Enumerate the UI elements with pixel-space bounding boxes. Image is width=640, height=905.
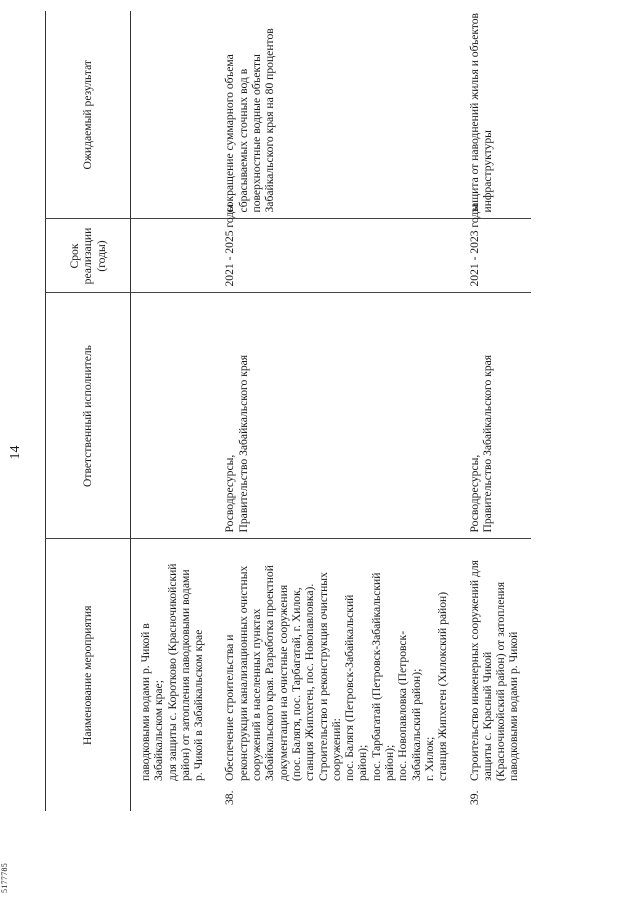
result-line: Забайкальского края на 80 процентов [263,28,277,213]
measure-name-line: реконструкции канализационных очистных [236,565,250,781]
header-term-line: (годы) [94,240,108,272]
cell-expected-result [460,11,531,219]
cell-measure-name [131,539,216,811]
table-row [460,11,531,811]
measure-name-line: сооружений в населенных пунктах [250,608,264,781]
result-line: поверхностные водные объекты [250,54,264,213]
measure-name-line: для защиты с. Коротково (Красночикойский [165,563,179,781]
cell-expected-result [131,11,216,219]
measure-name-line: защиты с. Красный Чикой [480,651,494,781]
measure-name-line: район); [383,744,397,781]
measure-name-line: район) от затопления паводковыми водами [178,569,192,781]
page-number: 14 [8,445,23,460]
cell-measure-name [215,539,459,811]
table-row [131,11,216,811]
table-header-row [46,11,131,811]
measure-name-wrapper [468,546,521,806]
cell-executor [215,293,459,539]
cell-term [460,203,531,293]
header-term [46,219,131,293]
term-text: 2021 - 2023 годы [467,203,481,287]
measure-name-line: (пос. Балягя, пос. Тарбагатай, г. Хилок, [289,587,303,781]
result-line: сбрасываемых сточных вод в [236,68,250,213]
measure-name-line: Строительство и реконструкция очистных [316,572,330,781]
cell-term [131,219,216,293]
document-code: 5177785 [0,862,9,893]
executor-line: Росводресурсы, [223,454,237,533]
row-number [139,781,205,805]
measure-name-line: Забайкальского края. Разработка проектной [263,565,277,781]
result-line: сокращение суммарного объема [223,54,237,213]
measure-name-wrapper [139,546,205,806]
measure-name-line: (Красночикойский район) от затопления [494,581,508,781]
measure-name-line: документации на очистные сооружения [276,584,290,781]
measure-name-line: пос. Новопавловка (Петровск- [396,630,410,781]
measure-name-line: район); [356,744,370,781]
header-expected-result: Ожидаемый результат [46,11,131,219]
executor-line: Правительство Забайкальского края [480,354,494,533]
measure-name-line: Забайкальский район); [409,668,423,781]
cell-term [215,203,459,293]
cell-measure-name [460,539,531,811]
row-number: 39. [467,790,481,805]
row-number: 38. [223,790,237,805]
measure-name-wrapper [223,546,449,806]
measure-name-line: станция Жипхеген, пос. Новопавловка). [303,583,317,781]
measure-name-line: Забайкальском крае; [152,680,166,781]
executor-line: Правительство Забайкальского края [236,354,250,533]
measure-name-text [468,546,521,782]
term-text: 2021 - 2025 годы [223,203,237,287]
table-body [131,11,531,811]
cell-expected-result [215,11,459,219]
measure-name-line: р. Чикой в Забайкальском крае [192,629,206,781]
measure-name-line: г. Хилок; [422,736,436,781]
measure-name-line: станция Жипхеген (Хилокский район) [436,591,450,781]
measure-name-text [223,546,449,782]
measure-name-line: пос. Балягя (Петровск-Забайкальский [343,594,357,781]
executor-line: Росводресурсы, [467,454,481,533]
measure-name-line: пос. Тарбагатай (Петровск-Забайкальский [369,572,383,781]
measure-name-line: паводковыми водами р. Чикой в [139,623,152,781]
measure-name-line: Строительство инженерных сооружений для [467,560,481,781]
result-line: защита от наводнений жилья и объектов [467,12,481,213]
cell-executor [460,293,531,539]
measure-name-line: паводковыми водами р. Чикой [507,631,521,781]
header-measure-name: Наименование мероприятия [46,539,131,811]
measures-table [45,11,531,811]
measure-name-line: Обеспечение строительства и [223,634,237,781]
measure-name-line: сооружений: [329,718,343,781]
header-term-line: реализации [81,227,95,285]
header-term-line: Срок [68,243,82,269]
header-executor: Ответственный исполнитель [46,293,131,539]
table-row [215,11,459,811]
measure-name-text [139,546,205,782]
cell-executor [131,293,216,539]
result-line: инфраструктуры [480,130,494,213]
